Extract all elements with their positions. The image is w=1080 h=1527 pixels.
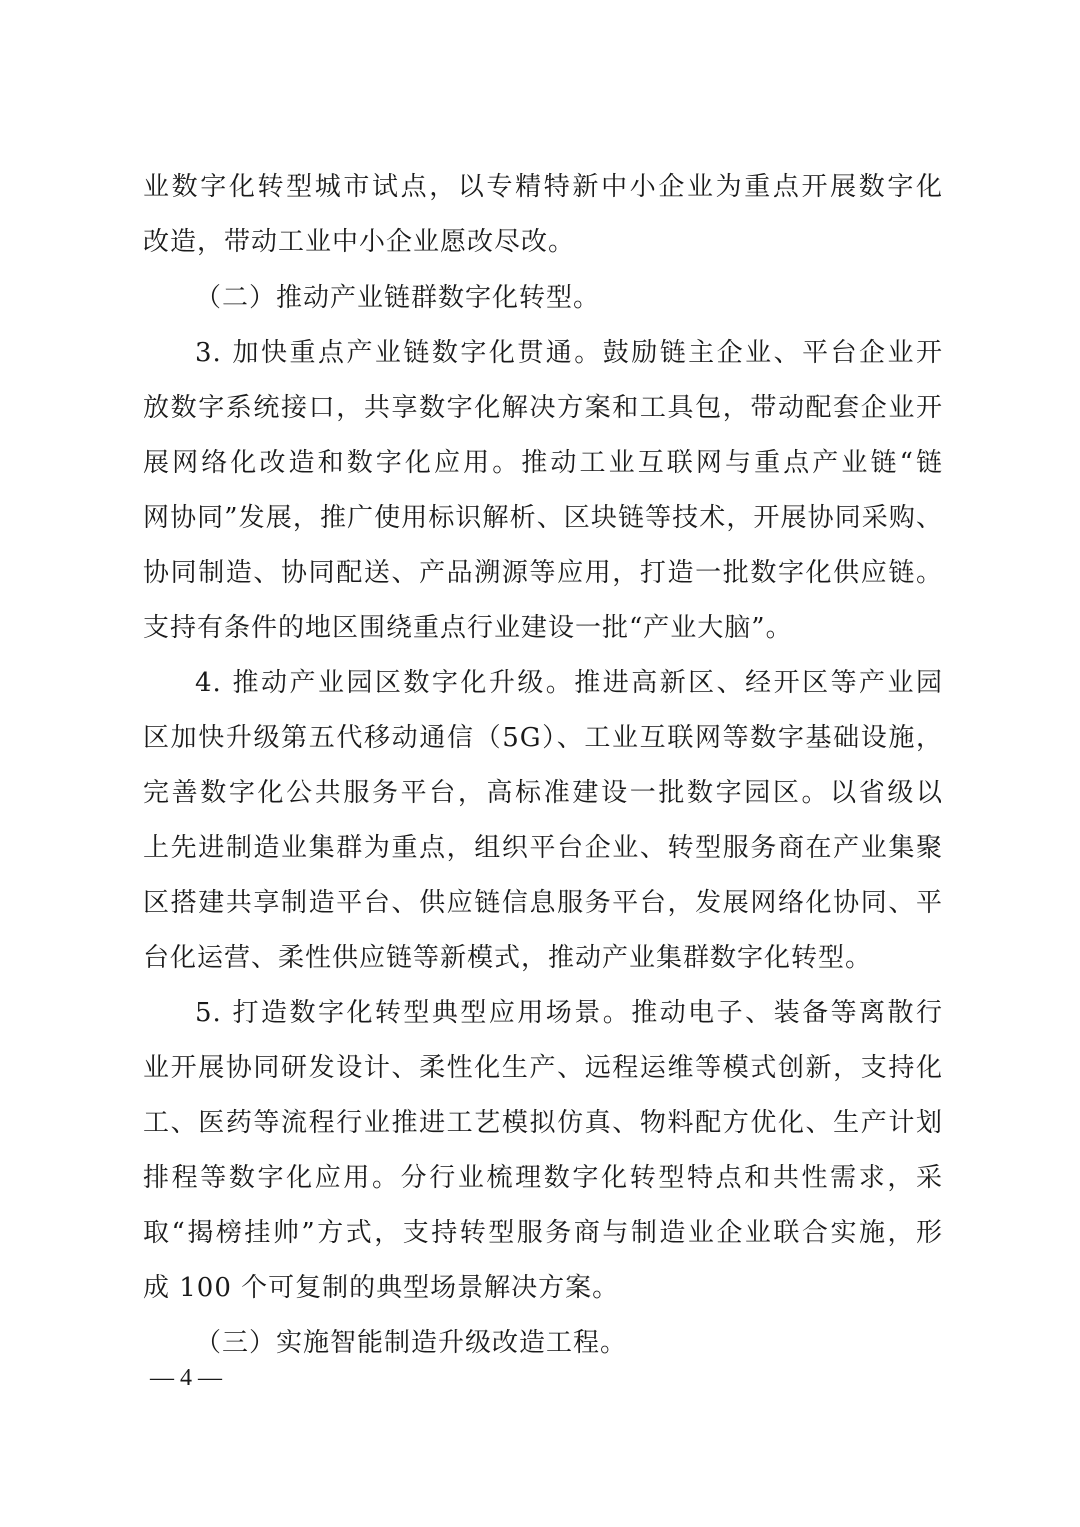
paragraph-line: 3. 加快重点产业链数字化贯通。鼓励链主企业、平台企业开: [195, 338, 943, 368]
paragraph-line: 改造，带动工业中小企业愿改尽改。: [143, 227, 576, 257]
paragraph-line: 放数字系统接口，共享数字化解决方案和工具包，带动配套企业开: [143, 393, 943, 423]
paragraph-line: 网协同”发展，推广使用标识解析、区块链等技术，开展协同采购、: [143, 503, 943, 533]
paragraph-line: 排程等数字化应用。分行业梳理数字化转型特点和共性需求，采: [143, 1163, 943, 1193]
paragraph-line: 展网络化改造和数字化应用。推动工业互联网与重点产业链“链: [143, 448, 943, 478]
paragraph-line: 成 100 个可复制的典型场景解决方案。: [143, 1273, 620, 1303]
paragraph-line: 5. 打造数字化转型典型应用场景。推动电子、装备等离散行: [195, 998, 943, 1028]
paragraph-line: 区加快升级第五代移动通信（5G）、工业互联网等数字基础设施，: [143, 723, 943, 753]
paragraph-line: 业开展协同研发设计、柔性化生产、远程运维等模式创新，支持化: [143, 1053, 943, 1083]
paragraph-line: 协同制造、协同配送、产品溯源等应用，打造一批数字化供应链。: [143, 558, 943, 588]
page-number: — 4 —: [150, 1365, 222, 1391]
paragraph-line: 取“揭榜挂帅”方式，支持转型服务商与制造业企业联合实施，形: [143, 1218, 943, 1248]
paragraph-line: 业数字化转型城市试点，以专精特新中小企业为重点开展数字化: [143, 172, 943, 202]
section-heading-3: （三）实施智能制造升级改造工程。: [195, 1328, 628, 1358]
paragraph-line: 支持有条件的地区围绕重点行业建设一批“产业大脑”。: [143, 613, 793, 643]
paragraph-line: 完善数字化公共服务平台，高标准建设一批数字园区。以省级以: [143, 778, 943, 808]
paragraph-line: 4. 推动产业园区数字化升级。推进高新区、经开区等产业园: [195, 668, 943, 698]
paragraph-line: 上先进制造业集群为重点，组织平台企业、转型服务商在产业集聚: [143, 833, 943, 863]
paragraph-line: 工、医药等流程行业推进工艺模拟仿真、物料配方优化、生产计划: [143, 1108, 943, 1138]
section-heading-2: （二）推动产业链群数字化转型。: [195, 283, 601, 313]
paragraph-line: 台化运营、柔性供应链等新模式，推动产业集群数字化转型。: [143, 943, 873, 973]
paragraph-line: 区搭建共享制造平台、供应链信息服务平台，发展网络化协同、平: [143, 888, 943, 918]
